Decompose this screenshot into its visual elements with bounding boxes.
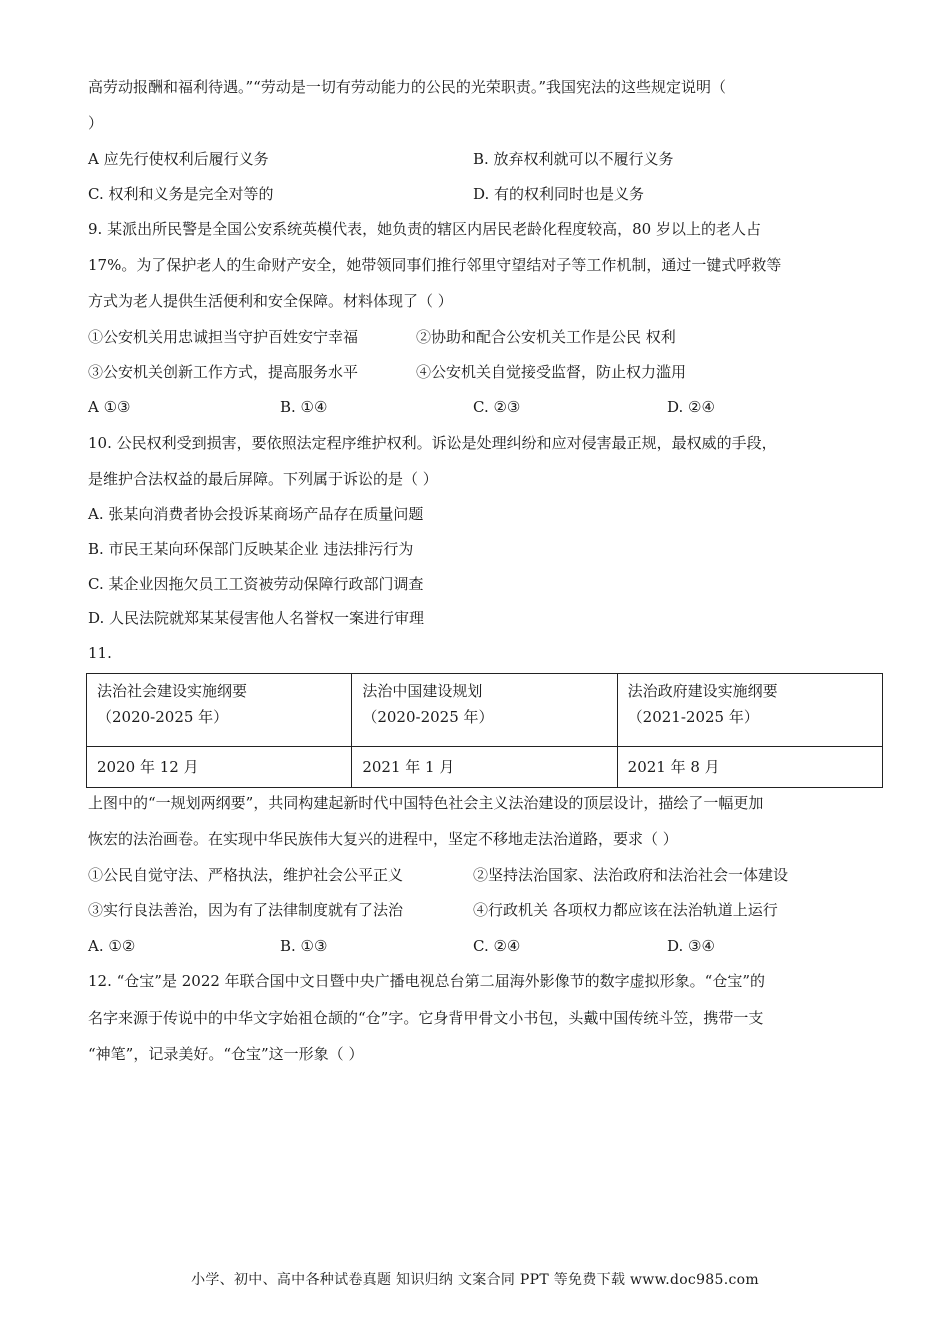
q9-statement-3: ③公安机关创新工作方式，提高服务水平 — [88, 363, 359, 381]
table-row — [87, 747, 883, 788]
q11-stem-line-2: 恢宏的法治画卷。在实现中华民族伟大复兴的进程中，坚定不移地走法治道路，要求（ ） — [88, 830, 678, 848]
q12-stem-line-1: 12. “仓宝”是 2022 年联合国中文日暨中央广播电视总台第二届海外影像节的数字虚拟形象。“仓宝”的 — [88, 972, 766, 990]
q11-stem-line-1: 上图中的“一规划两纲要”，共同构建起新时代中国特色社会主义法治建设的顶层设计，描绘了一幅更加 — [88, 794, 764, 812]
q11-number: 11. — [88, 644, 112, 662]
rule-of-law-plans-table — [86, 673, 883, 788]
q10-option-a[interactable]: A. 张某向消费者协会投诉某商场产品存在质量问题 — [88, 505, 424, 523]
q8-option-a[interactable]: A 应先行使权利后履行义务 — [88, 150, 269, 168]
table-cell-government-outline — [617, 674, 882, 747]
plan-period: （2021-2025 年） — [627, 708, 759, 726]
q12-stem-line-3: “神笔”，记录美好。“仓宝”这一形象（ ） — [88, 1045, 364, 1063]
q9-statement-1: ①公安机关用忠诚担当守护百姓安宁幸福 — [88, 328, 359, 346]
q10-option-d[interactable]: D. 人民法院就郑某某侵害他人名誉权一案进行审理 — [88, 609, 425, 627]
q11-option-d[interactable]: D. ③④ — [667, 937, 715, 955]
q8-stem-line-2: ） — [88, 114, 104, 132]
q11-statement-1: ①公民自觉守法、严格执法，维护社会公平正义 — [88, 866, 404, 884]
q8-option-c[interactable]: C. 权利和义务是完全对等的 — [88, 185, 274, 203]
q9-option-c[interactable]: C. ②③ — [473, 398, 521, 416]
plan-date: 2021 年 1 月 — [352, 747, 617, 788]
q11-statement-3: ③实行良法善治，因为有了法律制度就有了法治 — [88, 901, 404, 919]
q11-option-b[interactable]: B. ①③ — [280, 937, 328, 955]
plan-title: 法治政府建设实施纲要 — [627, 682, 778, 700]
q10-stem-line-1: 10. 公民权利受到损害，要依照法定程序维护权利。诉讼是处理纠纷和应对侵害最正规，最权威的手段， — [88, 434, 777, 452]
table-row — [87, 674, 883, 747]
q9-stem-line-2: 17%。为了保护老人的生命财产安全，她带领同事们推行邻里守望结对子等工作机制，通过一键式呼救等 — [88, 256, 782, 274]
plan-period: （2020-2025 年） — [362, 708, 494, 726]
q12-stem-line-2: 名字来源于传说中的中华文字始祖仓颉的“仓”字。它身背甲骨文小书包，头戴中国传统斗笠，携带一支 — [88, 1009, 764, 1027]
q8-option-d[interactable]: D. 有的权利同时也是义务 — [473, 185, 645, 203]
q9-option-d[interactable]: D. ②④ — [667, 398, 715, 416]
q9-statement-4: ④公安机关自觉接受监督，防止权力滥用 — [416, 363, 687, 381]
plan-date: 2020 年 12 月 — [87, 747, 352, 788]
table-cell-china-plan — [352, 674, 617, 747]
q11-statement-2: ②坚持法治国家、法治政府和法治社会一体建设 — [473, 866, 789, 884]
q10-option-c[interactable]: C. 某企业因拖欠员工工资被劳动保障行政部门调查 — [88, 575, 424, 593]
q9-option-b[interactable]: B. ①④ — [280, 398, 328, 416]
plan-period: （2020-2025 年） — [97, 708, 229, 726]
q9-option-a[interactable]: A ①③ — [88, 398, 131, 416]
q8-stem-line-1: 高劳动报酬和福利待遇。”“劳动是一切有劳动能力的公民的光荣职责。”我国宪法的这些规定说明（ — [88, 78, 727, 96]
q10-stem-line-2: 是维护合法权益的最后屏障。下列属于诉讼的是（ ） — [88, 470, 438, 488]
table-cell-social-outline — [87, 674, 352, 747]
q11-statement-4: ④行政机关 各项权力都应该在法治轨道上运行 — [473, 901, 778, 919]
q8-option-b[interactable]: B. 放弃权利就可以不履行义务 — [473, 150, 674, 168]
plan-title: 法治社会建设实施纲要 — [97, 682, 248, 700]
q11-option-c[interactable]: C. ②④ — [473, 937, 521, 955]
q11-option-a[interactable]: A. ①② — [88, 937, 136, 955]
q9-stem-line-3: 方式为老人提供生活便利和安全保障。材料体现了（ ） — [88, 292, 453, 310]
q9-statement-2: ②协助和配合公安机关工作是公民 权利 — [416, 328, 676, 346]
page-footer: 小学、初中、高中各种试卷真题 知识归纳 文案合同 PPT 等免费下载 www.doc985.com — [191, 1272, 759, 1288]
q10-option-b[interactable]: B. 市民王某向环保部门反映某企业 违法排污行为 — [88, 540, 414, 558]
plan-date: 2021 年 8 月 — [617, 747, 882, 788]
q9-stem-line-1: 9. 某派出所民警是全国公安系统英模代表，她负责的辖区内居民老龄化程度较高，80 岁以上的老人占 — [88, 220, 761, 238]
plan-title: 法治中国建设规划 — [362, 682, 483, 700]
